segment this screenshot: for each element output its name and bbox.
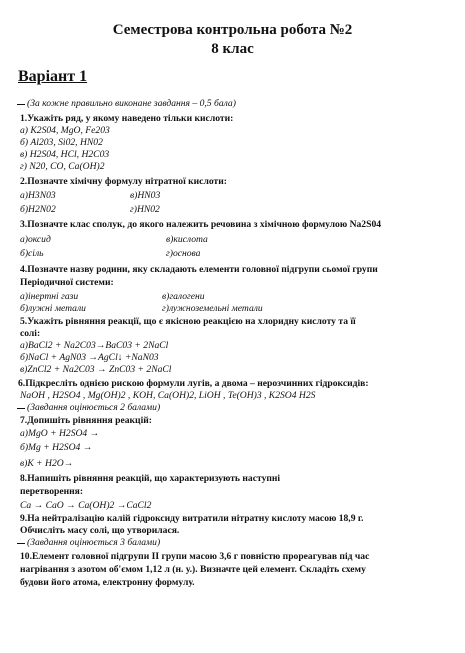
q3-option-a: а)оксид (20, 234, 51, 245)
note-dash (17, 408, 25, 409)
q6-formulas: NaOH , H2SO4 , Mg(OH)2 , KOH, Ca(OH)2, LiOH , Te(OH)3 , K2SO4 H2S (20, 390, 316, 401)
q2-option-c: в)HN03 (130, 190, 161, 201)
q7-equation-c: в)K + H2O→ (20, 458, 74, 469)
question-8-line-2: перетворення: (20, 486, 84, 497)
question-9-line-1: 9.На нейтралізацію калій гідроксиду витратили нітратну кислоту масою 18,9 г. (20, 513, 364, 524)
question-9-line-2: Обчисліть масу солі, що утворилася. (20, 525, 180, 536)
question-4-line-1: 4.Позначте назву родини, яку складають елементи головної підгрупи сьомої групи (20, 264, 378, 275)
q5-option-c: в)ZnCl2 + Na2C03 → ZnC03 + 2NaCl (20, 364, 172, 375)
q9-scoring-note: (Завдання оцінюється 3 балами) (27, 537, 161, 548)
question-8-line-1: 8.Напишіть рівняння реакцій, що характеризують наступні (20, 473, 281, 484)
q4-option-a: а)інертні гази (20, 291, 79, 302)
question-7: 7.Допишіть рівняння реакцій: (20, 415, 152, 426)
note-dash (17, 104, 25, 105)
question-4-line-2: Періодичної системи: (20, 277, 114, 288)
question-10-line-2: нагрівання з азотом об'ємом 1,12 л (н. у.). Визначте цей елемент. Складіть схему (20, 564, 366, 575)
q2-option-b: б)H2N02 (20, 204, 56, 215)
q2-option-d: г)HN02 (130, 204, 160, 215)
note-dash (17, 543, 25, 544)
question-1: 1.Укажіть ряд, у якому наведено тільки кислоти: (20, 113, 234, 124)
q4-option-c: в)галогени (162, 291, 205, 302)
scoring-note: (За кожне правильно виконане завдання – 0,5 бала) (27, 98, 236, 109)
question-3: 3.Позначте клас сполук, до якого належить речовина з хімічною формулою Na2S04 (20, 219, 382, 230)
q5-option-b: б)NaCl + AgN03 →AgCl↓ +NaN03 (20, 352, 159, 363)
page-title: Семестрова контрольна робота №2 (112, 22, 353, 38)
q4-option-d: г)лужноземельні метали (162, 303, 263, 314)
q4-option-b: б)лужні метали (20, 303, 86, 314)
q3-option-d: г)основа (166, 248, 201, 259)
q5-option-a: а)BaCl2 + Na2C03→BaC03 + 2NaCl (20, 340, 169, 351)
q7-equation-b: б)Mg + H2SO4 → (20, 442, 93, 453)
q6-scoring-note: (Завдання оцінюється 2 балами) (27, 402, 161, 413)
q7-equation-a: а)MgO + H2SO4 → (20, 428, 100, 439)
page-subtitle: 8 клас (211, 41, 254, 57)
question-2: 2.Позначте хімічну формулу нітратної кислоти: (20, 176, 227, 187)
question-10-line-3: будови його атома, електронну формулу. (20, 577, 195, 588)
q1-option-a: а) K2S04, MgO, Fe203 (20, 125, 110, 136)
q1-option-d: г) N20, CO, Ca(OH)2 (20, 161, 105, 172)
question-10-line-1: 10.Елемент головної підгрупи ІІ групи масою 3,6 г повністю прореагував під час (20, 551, 370, 562)
q3-option-b: б)сіль (20, 248, 44, 259)
question-6: 6.Підкресліть однією рискою формули лугів, а двома – нерозчинних гідроксидів: (18, 378, 369, 389)
q1-option-c: в) H2S04, HCl, H2C03 (20, 149, 110, 160)
q8-transformation-chain: Ca → CaO → Ca(OH)2 →CaCl2 (20, 500, 152, 511)
q3-option-c: в)кислота (166, 234, 208, 245)
q1-option-b: б) Al203, Si02, HN02 (20, 137, 103, 148)
question-5-line-2: солі: (20, 328, 41, 339)
variant-heading: Варіант 1 (18, 68, 88, 85)
question-5-line-1: 5.Укажіть рівняння реакції, що є якісною реакцією на хлоридну кислоту та її (20, 316, 356, 327)
q2-option-a: а)H3N03 (20, 190, 56, 201)
